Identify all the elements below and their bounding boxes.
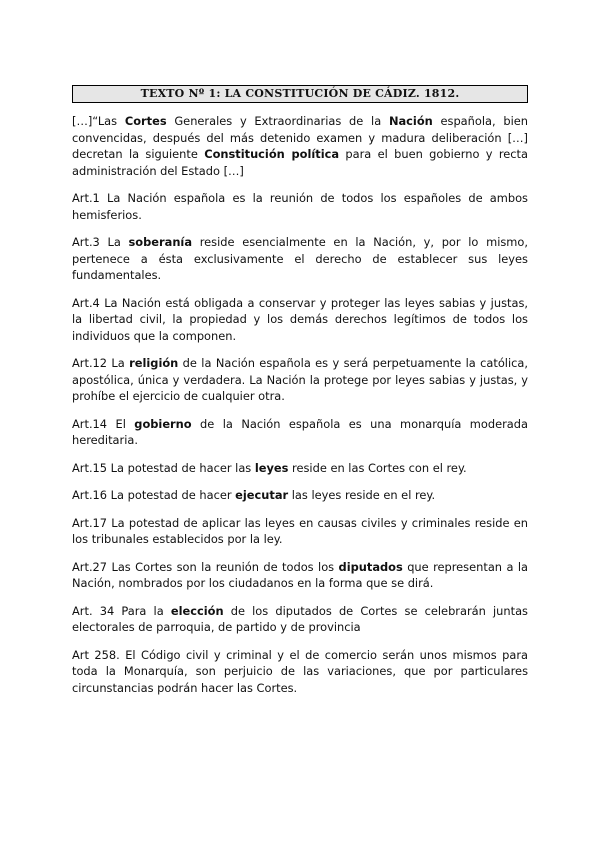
body-text: reside esencialmente en la Nación, y, por lo mismo, pertenece a ésta exclusivamente el derecho de establecer sus leyes fundamentales. <box>72 235 528 282</box>
article-paragraph <box>72 647 528 697</box>
body-text: Art.3 La <box>72 235 129 249</box>
body-text: Art.15 La potestad de hacer las <box>72 460 255 475</box>
article-paragraph <box>72 559 528 592</box>
body-text: Art.17 La potestad de aplicar las leyes en causas civiles y criminales reside en los tribunales establecidos por la ley. <box>72 515 528 546</box>
body-text: Art 258. El Código civil y criminal y el de comercio serán unos mismos para toda la Monarquía, son perjuicio de las variaciones, que por particulares circunstancias podrán hacer las Cortes. <box>72 647 528 695</box>
article-paragraph <box>72 487 528 504</box>
keyword-text: gobierno <box>134 416 192 431</box>
keyword-text: Constitución política <box>204 147 340 161</box>
body-text: reside en las Cortes con el rey. <box>288 460 467 475</box>
body-text: Art.16 La potestad de hacer <box>72 488 236 502</box>
body-text: Generales y Extraordinarias de la <box>166 114 389 128</box>
body-text: Art.27 Las Cortes son la reunión de todos los <box>72 559 339 574</box>
article-paragraph <box>72 295 528 345</box>
keyword-text: leyes <box>254 460 289 475</box>
article-paragraph <box>72 603 528 636</box>
article-paragraph <box>72 234 528 284</box>
body-text: Art.4 La Nación está obligada a conservar y proteger las leyes sabias y justas, la libertad civil, la propiedad y los demás derechos legítimos de todos los individuos que la componen. <box>72 295 528 343</box>
keyword-text: diputados <box>338 559 403 574</box>
body-text: española, bien convencidas, después del más detenido examen y madura deliberación […] decretan la siguiente <box>72 114 528 161</box>
article-paragraph <box>72 355 528 405</box>
article-paragraph <box>72 416 528 449</box>
document-body <box>72 113 528 707</box>
body-text: para el buen gobierno y recta administración del Estado […] <box>72 147 528 178</box>
body-text: que representan a la Nación, nombrados por los ciudadanos en la forma que se dirá. <box>72 559 528 590</box>
body-text: de los diputados de Cortes se celebrarán juntas electorales de parroquia, de partido y de provincia <box>72 603 528 634</box>
keyword-text: religión <box>129 356 179 370</box>
body-text: de la Nación española es y será perpetuamente la católica, apostólica, única y verdadera. La Nación la protege por leyes sabias y justas, y prohíbe el ejercicio de cualquier otra. <box>72 356 528 403</box>
keyword-text: Nación <box>388 114 433 128</box>
body-text: las leyes reside en el rey. <box>288 488 436 502</box>
keyword-text: Cortes <box>124 114 167 128</box>
body-text: Art.1 La Nación española es la reunión de todos los españoles de ambos hemisferios. <box>72 191 528 222</box>
keyword-text: elección <box>170 603 224 618</box>
body-text: Art.14 El <box>72 416 135 431</box>
article-paragraph <box>72 515 528 548</box>
document-title: TEXTO Nº 1: LA CONSTITUCIÓN DE CÁDIZ. 1812. <box>72 85 528 103</box>
body-text: […]“Las <box>72 114 125 128</box>
article-paragraph <box>72 190 528 223</box>
body-text: Art.12 La <box>72 356 130 370</box>
preamble-paragraph <box>72 113 528 179</box>
keyword-text: ejecutar <box>235 488 289 502</box>
body-text: de la Nación española es una monarquía moderada hereditaria. <box>72 416 528 447</box>
keyword-text: soberanía <box>128 235 193 249</box>
article-paragraph <box>72 460 528 477</box>
body-text: Art. 34 Para la <box>72 603 171 618</box>
